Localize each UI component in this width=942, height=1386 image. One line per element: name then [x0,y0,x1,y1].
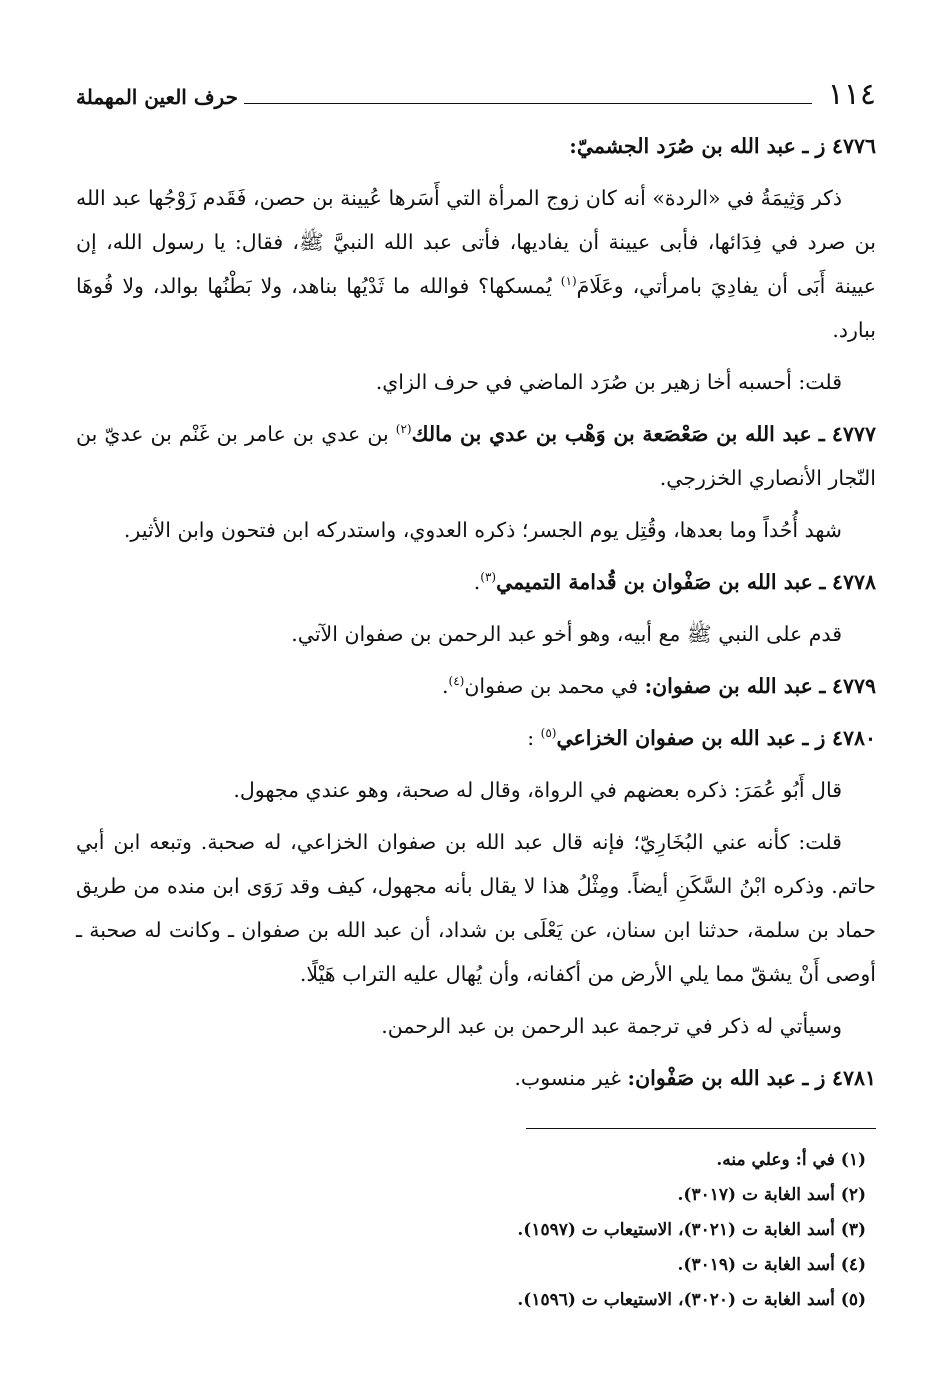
entry-number: ٤٧٨٠ [831,726,876,750]
paragraph: قلت: كأنه عني البُخَارِيّ؛ فإنه قال عبد الله بن صفوان الخزاعي، له صحبة. وتبعه ابن أبي حاتم. وذكره ابْنُ السَّكَنِ أيضاً. ومِثْلُ هذا لا يقال بأنه مجهول، كيف وقد رَوَى ابن منده من طريق حماد بن سلمة، حدثنا ابن سنان، عن يَعْلَى بن شداد، أن عبد الله بن صفوان ـ وكانت له صحبة ـ أوصى أَنْ يشقّ مما يلي الأرض من أكفانه، وأن يُهال عليه التراب هَيْلًا. [76,830,876,986]
paragraph: وسيأتي له ذكر في ترجمة عبد الرحمن بن عبد الرحمن. [381,1014,842,1038]
entry-rest: غير منسوب. [514,1066,621,1090]
footnotes [76,1143,876,1318]
paragraph-text: ذكر وَثِيمَةُ في «الردة» أنه كان زوج المرأة التي أَسَرها عُيينة بن حصن، فَقَدم زَوْجُها عبد الله بن صرد في فِدَائها، فأبى عيينة أن يفاديها، فأتى عبد الله النبيَّ ﷺ، فقال: يا رسول الله، إن عيينة أَبَى أن يفادِيَ بامرأتي، وعَلَامَ [76,186,876,298]
entry-number: ٤٧٧٦ [831,134,876,158]
entry-number: ٤٧٨١ [831,1066,876,1090]
footnote-ref: (٢) [395,422,412,437]
entry-4778 [76,560,876,604]
footnote: (٢) أسد الغابة ت (٣٠١٧). [677,1185,866,1205]
footnote: (٥) أسد الغابة ت (٣٠٢٠)، الاستيعاب ت (١٥٩٦). [517,1290,866,1310]
footnote: (٤) أسد الغابة ت (٣٠١٩). [677,1255,866,1275]
entry-prefix: ز ـ [802,1066,826,1090]
entry-name: عبد الله بن صفوان الخزاعي [556,726,796,750]
entry-4780 [76,716,876,760]
entry-4779 [76,664,876,708]
entry-4781 [76,1056,876,1100]
paragraph: قال أَبُو عُمَرَ: ذكره بعضهم في الرواة، وقال له صحبة، وهو عندي مجهول. [233,778,842,802]
entry-name: عبد الله بن صفوان: [644,674,813,698]
paragraph: قدم على النبي ﷺ مع أبيه، وهو أخو عبد الرحمن بن صفوان الآتي. [291,622,842,646]
paragraph: شهد أُحُداً وما بعدها، وقُتِل يوم الجسر؛ ذكره العدوي، واستدركه ابن فتحون وابن الأثير. [123,518,842,542]
entry-number: ٤٧٧٨ [831,570,876,594]
page-header [76,70,876,110]
header-rule [244,103,812,104]
entry-name: عبد الله بن صُرَد الجشميّ: [569,134,796,158]
paragraph [76,176,876,352]
footnote: (٣) أسد الغابة ت (٣٠٢١)، الاستيعاب ت (١٥٩٧). [517,1220,866,1240]
footnote-ref: (٥) [540,726,557,741]
running-title: حرف العين المهملة [76,85,238,109]
entry-name: عبد الله بن صَفْوان بن قُدامة التميمي [496,570,813,594]
entry-prefix: ـ [818,422,825,446]
entry-rest: . [473,570,481,594]
entry-name: عبد الله بن صَفْوان: [627,1066,796,1090]
entry-rest: : [527,726,535,750]
entry-prefix: ز ـ [802,134,826,158]
book-page [76,70,876,1318]
footnote-divider [526,1128,876,1129]
entry-prefix: ز ـ [802,726,826,750]
footnote-ref: (١) [560,274,577,289]
entry-number: ٤٧٧٩ [831,674,876,698]
entry-prefix: ـ [819,570,826,594]
page-body [76,124,876,1100]
entry-prefix: ـ [819,674,826,698]
entry-name: عبد الله بن صَعْصَعة بن وَهْب بن عدي بن مالك [411,422,812,446]
footnote-ref: (٤) [448,674,465,689]
entry-tail: . [441,674,449,698]
entry-rest: في محمد بن صفوان [464,674,639,698]
paragraph-text: يُمسكها؟ فوالله ما ثَدْيُها بناهد، ولا بَطْنُها بوالد، ولا فُوهَا ببارد. [76,274,876,342]
paragraph: قلت: أحسبه أخا زهير بن صُرَد الماضي في حرف الزاي. [375,370,842,394]
entry-4777 [76,412,876,500]
footnote: (١) في أ: وعلي منه. [716,1150,866,1170]
page-number: ١١٤ [827,77,876,112]
entry-4776 [76,124,876,168]
footnote-ref: (٣) [480,570,497,585]
entry-rest: بن عدي بن عامر بن غَنْم بن عديّ بن النّجار الأنصاري الخزرجي. [76,422,876,490]
entry-number: ٤٧٧٧ [831,422,876,446]
